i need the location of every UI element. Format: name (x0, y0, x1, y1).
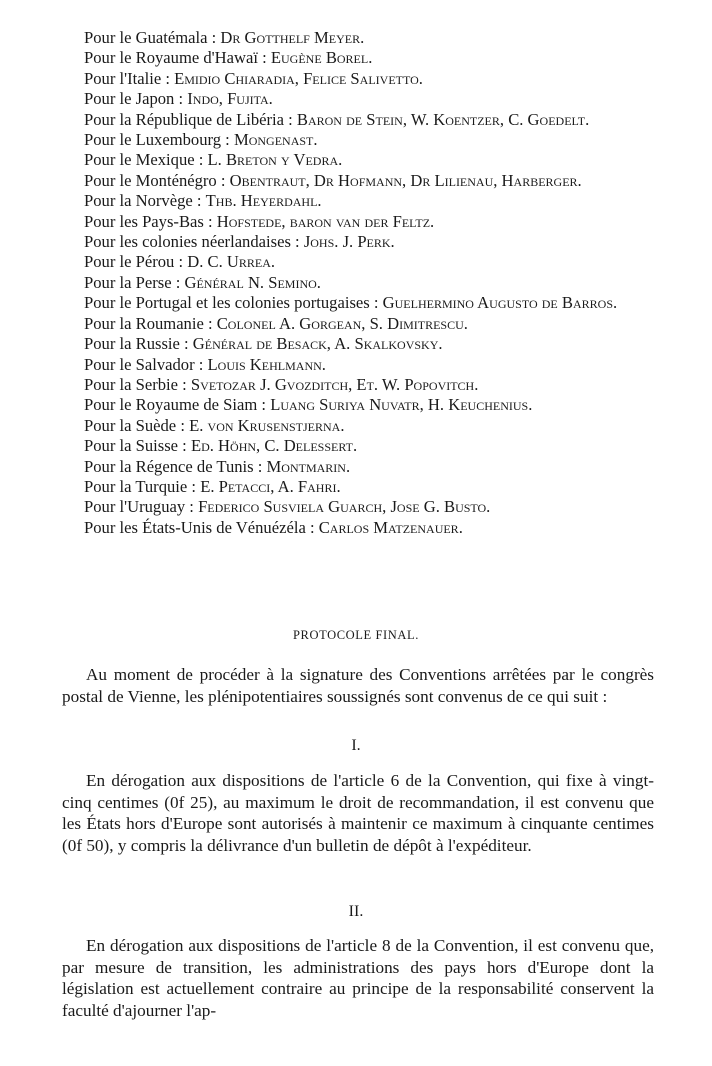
signatory-entry: Pour les États-Unis de Vénuézéla : Carlos Matzenauer. (84, 517, 463, 537)
article-2-paragraph: En dérogation aux dispositions de l'article 8 de la Convention, il est convenu que, par mesure de transition, les administrations des pays hors d'Europe dont la législation est actuellement contraire au principe de la responsabilité conservent la faculté d'ajourner l'ap- (62, 936, 654, 1020)
signatory-entry: Pour la Régence de Tunis : Montmarin. (84, 456, 351, 476)
signatory-entry: Pour la République de Libéria : Baron de Stein, W. Koentzer, C. Goedelt. (84, 109, 590, 129)
signatory-entry: Pour le Royaume d'Hawaï : Eugène Borel. (84, 48, 373, 68)
signatory-entry: Pour le Japon : Indo, Fujita. (84, 89, 273, 109)
article-1-paragraph: En dérogation aux dispositions de l'article 6 de la Convention, qui fixe à vingt-cinq centimes (0f 25), au maximum le droit de recommandation, il est convenu que les États hors d'Europe sont autorisés à maintenir ce maximum à cinquante centimes (0f 50), y compris la délivrance d'un bulletin de dépôt à l'expéditeur. (62, 771, 654, 855)
signatory-entry: Pour les colonies néerlandaises : Johs. J. Perk. (84, 232, 395, 252)
signatory-list (84, 28, 644, 538)
signatory-entry: Pour la Russie : Général de Besack, A. Skalkovsky. (84, 334, 443, 354)
signatory-entry: Pour les Pays-Bas : Hofstede, baron van der Feltz. (84, 211, 435, 231)
signatory-entry: Pour la Norvège : Thb. Heyerdahl. (84, 191, 322, 211)
section-heading: PROTOCOLE FINAL. (292, 628, 420, 642)
signatory-entry: Pour la Serbie : Svetozar J. Gvozditch, Et. W. Popovitch. (84, 374, 479, 394)
signatory-entry: Pour le Salvador : Louis Kehlmann. (84, 354, 326, 374)
signatory-entry: Pour la Perse : Général N. Semino. (84, 272, 321, 292)
signatory-entry: Pour la Roumanie : Colonel A. Gorgean, S. Dimitrescu. (84, 313, 468, 333)
signatory-entry: Pour l'Uruguay : Federico Susviela Guarch, Jose G. Busto. (84, 497, 491, 517)
signatory-entry: Pour le Guatémala : Dr Gotthelf Meyer. (84, 28, 365, 47)
signatory-entry: Pour le Royaume de Siam : Luang Suriya Nuvatr, H. Keuchenius. (84, 395, 533, 415)
signatory-entry: Pour le Luxembourg : Mongenast. (84, 130, 318, 150)
signatory-entry: Pour le Mexique : L. Breton y Vedra. (84, 150, 343, 170)
signatory-entry: Pour le Pérou : D. C. Urrea. (84, 252, 276, 272)
article-numeral-1: I. (351, 737, 361, 754)
signatory-entry: Pour la Suisse : Ed. Höhn, C. Delessert. (84, 436, 358, 456)
signatory-entry: Pour le Monténégro : Obentraut, Dr Hofmann, Dr Lilienau, Harberger. (84, 170, 582, 190)
intro-paragraph: Au moment de procéder à la signature des Conventions arrêtées par le congrès postal de Vienne, les plénipotentiaires soussignés sont convenus de ce qui suit : (62, 665, 654, 706)
signatory-entry: Pour le Portugal et les colonies portugaises : Guelhermino Augusto de Barros. (84, 293, 618, 313)
signatory-entry: Pour l'Italie : Emidio Chiaradia, Felice Salivetto. (84, 68, 423, 88)
signatory-entry: Pour la Suède : E. von Krusenstjerna. (84, 415, 345, 435)
signatory-entry: Pour la Turquie : E. Petacci, A. Fahri. (84, 476, 341, 496)
article-numeral-2: II. (348, 903, 364, 920)
